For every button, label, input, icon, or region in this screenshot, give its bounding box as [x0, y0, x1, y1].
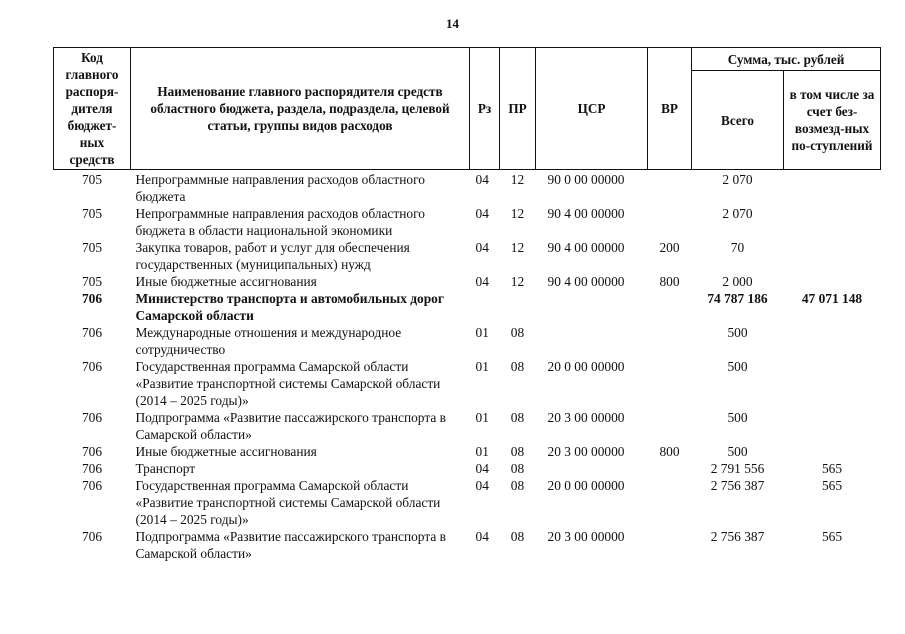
header-pr: ПР: [500, 48, 536, 170]
table-row: [54, 290, 881, 324]
cell-free: [784, 205, 881, 239]
cell-code: 705: [81, 172, 103, 187]
cell-csr: 90 4 00 00000: [547, 274, 625, 289]
cell-rz: 04: [475, 461, 489, 476]
cell-rz: 04: [475, 529, 489, 544]
cell-name: Закупка товаров, работ и услуг для обеспечения государственных (муниципальных) нужд: [135, 240, 410, 272]
cell-rz: 04: [475, 240, 489, 255]
cell-pr: 12: [510, 206, 525, 221]
cell-csr: 90 0 00 00000: [547, 172, 625, 187]
cell-code: 705: [81, 206, 103, 221]
header-code: Код главного распоря-дителя бюджет-ных средств: [54, 48, 131, 170]
cell-csr: 20 3 00 00000: [547, 444, 625, 459]
cell-pr: 12: [510, 240, 525, 255]
cell-pr: 12: [510, 274, 525, 289]
cell-total: 74 787 186: [707, 291, 768, 306]
cell-code: 706: [81, 325, 103, 340]
header-free: в том числе за счет без-возмезд-ных по-ступлений: [784, 71, 881, 170]
cell-vr: 800: [659, 274, 680, 289]
cell-rz: 04: [475, 172, 489, 187]
cell-csr: 20 3 00 00000: [547, 410, 625, 425]
table-row: [54, 443, 881, 460]
table-row: [54, 273, 881, 290]
cell-free: [784, 170, 881, 206]
cell-rz: 04: [475, 478, 489, 493]
cell-vr: 800: [659, 444, 680, 459]
cell-name: Подпрограмма «Развитие пассажирского транспорта в Самарской области»: [135, 529, 446, 561]
cell-rz: [470, 290, 500, 324]
cell-total: 500: [727, 444, 748, 459]
cell-vr: [648, 205, 692, 239]
cell-code: 706: [81, 444, 103, 459]
cell-pr: 08: [510, 478, 525, 493]
cell-rz: 04: [475, 274, 489, 289]
table-row: [54, 477, 881, 528]
cell-vr: [648, 290, 692, 324]
cell-csr: 20 0 00 00000: [547, 359, 625, 374]
cell-name: Государственная программа Самарской области «Развитие транспортной системы Самарской области (2014 – 2025 годы)»: [135, 478, 441, 527]
cell-total: 2 070: [722, 172, 753, 187]
cell-total: 2 791 556: [710, 461, 765, 476]
cell-pr: 08: [510, 325, 525, 340]
cell-name: Государственная программа Самарской области «Развитие транспортной системы Самарской области (2014 – 2025 годы)»: [135, 359, 441, 408]
cell-csr: 20 0 00 00000: [547, 478, 625, 493]
cell-code: 706: [81, 461, 103, 476]
table-row: [54, 358, 881, 409]
cell-free: 565: [821, 529, 843, 544]
cell-rz: 01: [475, 359, 489, 374]
cell-vr: [648, 170, 692, 206]
cell-name: Международные отношения и международное сотрудничество: [135, 325, 402, 357]
cell-name: Министерство транспорта и автомобильных дорог Самарской области: [135, 291, 444, 323]
cell-total: 2 756 387: [710, 529, 765, 544]
cell-csr: 20 3 00 00000: [547, 529, 625, 544]
cell-free: [784, 443, 881, 460]
cell-name: Непрограммные направления расходов областного бюджета в области национальной экономики: [135, 206, 425, 238]
cell-name: Непрограммные направления расходов областного бюджета: [135, 172, 425, 204]
cell-code: 706: [81, 410, 103, 425]
table-row: [54, 528, 881, 562]
cell-total: 2 070: [722, 206, 753, 221]
table-row: [54, 205, 881, 239]
cell-rz: 04: [475, 206, 489, 221]
header-name: Наименование главного распорядителя средств областного бюджета, раздела, подраздела, целевой статьи, группы видов расходов: [131, 48, 470, 170]
cell-pr: [500, 290, 536, 324]
cell-vr: 200: [659, 240, 680, 255]
cell-name: Иные бюджетные ассигнования: [135, 274, 317, 289]
cell-pr: 08: [510, 529, 525, 544]
cell-free: [784, 239, 881, 273]
cell-total: 2 756 387: [710, 478, 765, 493]
cell-code: 705: [81, 240, 103, 255]
cell-total: 500: [727, 410, 748, 425]
cell-code: 706: [81, 478, 103, 493]
table-row: [54, 409, 881, 443]
cell-csr: [536, 460, 648, 477]
cell-name: Иные бюджетные ассигнования: [135, 444, 317, 459]
cell-code: 705: [81, 274, 103, 289]
cell-free: [784, 409, 881, 443]
header-csr: ЦСР: [536, 48, 648, 170]
header-sum: Сумма, тыс. рублей: [692, 48, 881, 71]
cell-rz: 01: [475, 410, 489, 425]
cell-name: Подпрограмма «Развитие пассажирского транспорта в Самарской области»: [135, 410, 446, 442]
table-row: [54, 239, 881, 273]
cell-total: 500: [727, 325, 748, 340]
page-number: 14: [446, 16, 459, 31]
cell-code: 706: [81, 359, 103, 374]
cell-total: 500: [727, 359, 748, 374]
cell-pr: 08: [510, 410, 525, 425]
cell-code: 706: [81, 291, 103, 306]
cell-rz: 01: [475, 444, 489, 459]
cell-code: 706: [81, 529, 103, 544]
cell-pr: 08: [510, 359, 525, 374]
cell-pr: 08: [510, 461, 525, 476]
table-header: [54, 48, 881, 170]
header-vr: ВР: [648, 48, 692, 170]
cell-rz: 01: [475, 325, 489, 340]
cell-free: [784, 358, 881, 409]
cell-vr: [648, 460, 692, 477]
cell-csr: 90 4 00 00000: [547, 206, 625, 221]
cell-csr: [536, 324, 648, 358]
cell-free: [784, 324, 881, 358]
table-row: [54, 170, 881, 206]
cell-vr: [648, 409, 692, 443]
cell-total: 70: [730, 240, 745, 255]
cell-vr: [648, 324, 692, 358]
cell-free: 565: [821, 461, 843, 476]
table-row: [54, 460, 881, 477]
table-body: [54, 170, 881, 563]
header-rz: Рз: [470, 48, 500, 170]
cell-free: 47 071 148: [801, 291, 863, 306]
cell-vr: [648, 358, 692, 409]
cell-free: 565: [821, 478, 843, 493]
header-total: Всего: [692, 71, 784, 170]
cell-name: Транспорт: [135, 461, 196, 476]
cell-vr: [648, 528, 692, 562]
cell-free: [784, 273, 881, 290]
cell-csr: 90 4 00 00000: [547, 240, 625, 255]
cell-pr: 08: [510, 444, 525, 459]
budget-table: [53, 47, 881, 562]
cell-vr: [648, 477, 692, 528]
cell-pr: 12: [510, 172, 525, 187]
cell-csr: [536, 290, 648, 324]
cell-total: 2 000: [722, 274, 753, 289]
table-row: [54, 324, 881, 358]
